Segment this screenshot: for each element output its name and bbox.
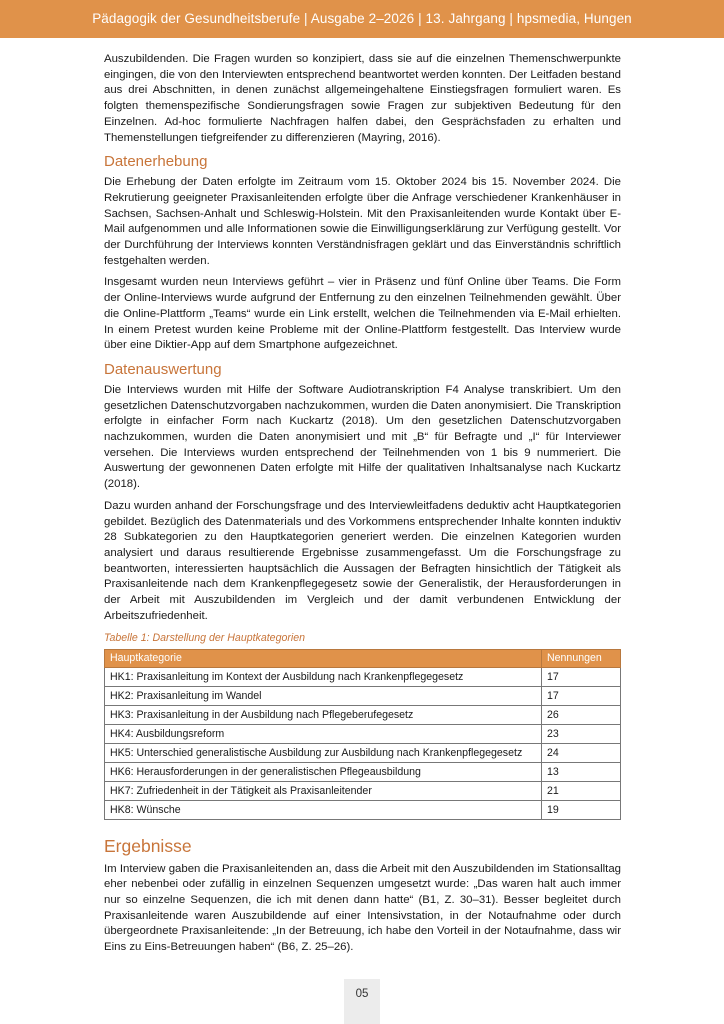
category-cell: HK3: Praxisanleitung in der Ausbildung nach Pflegeberufegesetz <box>105 705 542 724</box>
count-cell: 23 <box>542 724 621 743</box>
ergebnisse-paragraph-1: Im Interview gaben die Praxisanleitenden an, dass die Arbeit mit den Auszubildenden im Stationsalltag eher nebenbei oder zufällig in einzelnen Sequenzen umgesetzt wurde: „Das waren halt auch immer nur so einzelne Sequenzen, die ich mit denen dann hatte“ (B1, Z. 30–31). Besser begleitet durch Praxisanleitende waren Auszubildende auf einer Intensivstation, in der Notaufnahme oder durch übergeordnete Praxisanleitende: „In der Betreuung, ich habe den Vorteil in der Notaufnahme, dass wir Eins zu Eins-Betreuungen haben“ (B6, Z. 25–26). <box>104 862 621 954</box>
table-row <box>105 705 621 724</box>
datenerhebung-paragraph-2: Insgesamt wurden neun Interviews geführt – vier in Präsenz und fünf Online über Teams. Die Form der Online-Interviews wurde aufgrund der Entfernung zu den einzelnen Teilnehmenden gewählt. Über die Online-Plattform „Teams“ wurde ein Link erstellt, welchen die Teilnehmenden via E-Mail erhielten. In einem Pretest wurden keine Probleme mit der Online-Plattform festgestellt. Das Interview wurde über eine Diktier-App auf dem Smartphone aufgezeichnet. <box>104 276 621 352</box>
category-cell: HK4: Ausbildungsreform <box>105 724 542 743</box>
journal-header <box>0 0 724 38</box>
table-row <box>105 781 621 800</box>
category-cell: HK6: Herausforderungen in der generalistischen Pflegeausbildung <box>105 762 542 781</box>
category-cell: HK2: Praxisanleitung im Wandel <box>105 686 542 705</box>
column-header-hauptkategorie: Hauptkategorie <box>105 649 542 667</box>
table-row <box>105 743 621 762</box>
category-cell: HK8: Wünsche <box>105 800 542 819</box>
table-row <box>105 800 621 819</box>
section-heading-datenauswertung: Datenauswertung <box>104 360 222 378</box>
category-cell: HK1: Praxisanleitung im Kontext der Ausbildung nach Krankenpflegegesetz <box>105 667 542 686</box>
category-cell: HK5: Unterschied generalistische Ausbildung zur Ausbildung nach Krankenpflegegesetz <box>105 743 542 762</box>
count-cell: 17 <box>542 686 621 705</box>
table-header-row <box>105 649 621 667</box>
count-cell: 26 <box>542 705 621 724</box>
categories-table <box>104 649 621 820</box>
column-header-nennungen: Nennungen <box>542 649 621 667</box>
page-number: 05 <box>355 988 369 1000</box>
count-cell: 21 <box>542 781 621 800</box>
header-text: Pädagogik der Gesundheitsberufe | Ausgabe 2–2026 | 13. Jahrgang | hpsmedia, Hungen <box>92 11 632 26</box>
count-cell: 19 <box>542 800 621 819</box>
section-heading-datenerhebung: Datenerhebung <box>104 153 208 171</box>
table-row <box>105 724 621 743</box>
table-row <box>105 762 621 781</box>
table-row <box>105 667 621 686</box>
intro-paragraph: Auszubildenden. Die Fragen wurden so konzipiert, dass sie auf die einzelnen Themenschwerpunkte eingingen, die von den Interviewten entsprechend beantwortet werden konnten. Der Leitfaden bestand aus drei Abschnitten, in denen zunächst allgemeingehaltene Einstiegsfragen formuliert waren. Es folgten themenspezifische Sondierungsfragen sowie Fragen zur subjektiven Bedeutung für den Einzelnen. Ad-hoc formulierte Nachfragen halfen dabei, den Gesprächsfaden zu erhalten und Themenstellungen tiefgreifender zu differenzieren (Mayring, 2016). <box>104 53 621 144</box>
count-cell: 24 <box>542 743 621 762</box>
article-body <box>104 52 621 962</box>
datenerhebung-paragraph-1: Die Erhebung der Daten erfolgte im Zeitraum vom 15. Oktober 2024 bis 15. November 2024. Die Rekrutierung geeigneter Praxisanleitenden erfolgte über die Anfrage verschiedener Krankenhäuser in Sachsen, Sachsen-Anhalt und Schleswig-Holstein. Mit den Praxisanleitenden wurde Kontakt über E-Mail aufgenommen und alle Informationen sowie die Einwilligungserklärung zur Verfügung gestellt. Vor der Durchführung der Interviews konnten Verständnisfragen geklärt und das Einverständnis schriftlich festgehalten werden. <box>104 176 621 267</box>
table-row <box>105 686 621 705</box>
count-cell: 13 <box>542 762 621 781</box>
category-cell: HK7: Zufriedenheit in der Tätigkeit als Praxisanleitender <box>105 781 542 800</box>
section-heading-ergebnisse: Ergebnisse <box>104 835 192 856</box>
datenauswertung-paragraph-1: Die Interviews wurden mit Hilfe der Software Audiotranskription F4 Analyse transkribiert. Um den gesetzlichen Datenschutzvorgaben nachzukommen, wurden die Daten anonymisiert. Die Transkription erfolgte in einfacher Form nach Kuckartz (2018). Um den gesetzlichen Datenschutzvorgaben nachzukommen, wurden die Daten anonymisiert und mit „B“ für Befragte und „I“ für Interviewer versehen. Die Interviews wurden entsprechend der Teilnehmenden von 1 bis 9 nummeriert. Die Auswertung der gewonnenen Daten erfolgte mit Hilfe der qualitativen Inhaltsanalyse nach Kuckartz (2018). <box>104 383 621 491</box>
page-number-tab <box>344 979 380 1024</box>
table-caption: Tabelle 1: Darstellung der Hauptkategorien <box>104 631 306 644</box>
datenauswertung-paragraph-2: Dazu wurden anhand der Forschungsfrage und des Interviewleitfadens deduktiv acht Hauptkategorien gebildet. Bezüglich des Datenmaterials und des Vorkommens entsprechender Inhalte konnten induktiv 28 Subkategorien zu den Hauptkategorien generiert werden. Die einzelnen Kategorien wurden analysiert und daraus resultierende Ergebnisse zusammengefasst. Um die Forschungsfrage zu beantworten, interessierten hauptsächlich die Aussagen der Befragten hinsichtlich der Tätigkeit als Praxisanleitende nach dem Krankenpflegegesetz sowie der Generalistik, der Herausforderungen in der Arbeit mit Auszubildenden im Vergleich und der damit verbundenen Entwicklung der Arbeitszufriedenheit. <box>104 499 621 622</box>
count-cell: 17 <box>542 667 621 686</box>
